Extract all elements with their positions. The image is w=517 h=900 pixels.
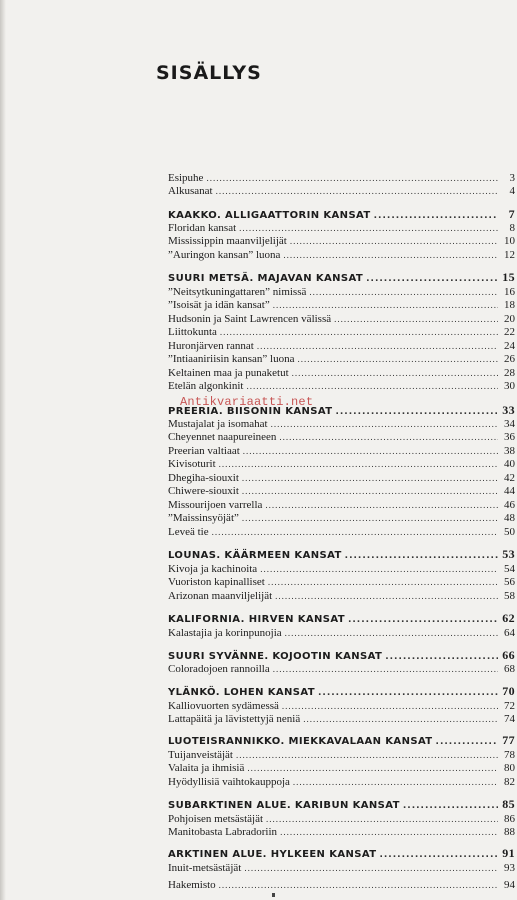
- dot-leader: [268, 576, 498, 589]
- toc-section-heading: [168, 798, 515, 812]
- toc-page-number: 94: [504, 879, 515, 891]
- toc-page-number: 53: [502, 547, 515, 561]
- toc-entry: [168, 590, 515, 603]
- dot-leader: [366, 273, 498, 286]
- dot-leader: [279, 431, 498, 444]
- dot-leader: [282, 700, 498, 713]
- dot-leader: [216, 185, 498, 198]
- toc-page-number: 86: [504, 813, 515, 825]
- toc-title: Liittokunta: [168, 326, 217, 338]
- dot-leader: [242, 472, 498, 485]
- toc-title: Kalastajia ja korinpunojia: [168, 627, 282, 639]
- toc-entry: [168, 512, 515, 525]
- toc-entry: [168, 172, 515, 185]
- toc-entry: [168, 235, 515, 248]
- toc-title: Keltainen maa ja punaketut: [168, 367, 289, 379]
- toc-title: KALIFORNIA. HIRVEN KANSAT: [168, 614, 345, 625]
- toc-title: Hudsonin ja Saint Lawrencen välissä: [168, 313, 332, 325]
- toc-entry: [168, 813, 515, 826]
- toc-title: SUURI METSÄ. MAJAVAN KANSAT: [168, 273, 364, 284]
- toc-entry: [168, 749, 515, 762]
- toc-page-number: 88: [504, 826, 515, 838]
- toc-page-number: 38: [504, 445, 515, 457]
- toc-title: Kalliovuorten sydämessä: [168, 700, 279, 712]
- dot-leader: [403, 800, 498, 813]
- toc-title: Kivisoturit: [168, 458, 216, 470]
- toc-entry: [168, 879, 515, 892]
- dot-leader: [244, 862, 498, 875]
- dot-leader: [220, 326, 498, 339]
- toc-title: Alkusanat: [168, 185, 213, 197]
- toc-title: Preerian valtiaat: [168, 445, 240, 457]
- toc-page-number: 85: [502, 797, 515, 811]
- toc-entry: [168, 286, 515, 299]
- toc-title: ”Intiaaniriisin kansan” luona: [168, 353, 295, 365]
- toc-page-number: 72: [504, 700, 515, 712]
- toc-title: Vuoriston kapinalliset: [168, 576, 265, 588]
- toc-page-number: 70: [502, 684, 515, 698]
- toc-page-number: 36: [504, 431, 515, 443]
- toc-entry: [168, 713, 515, 726]
- toc-entry: [168, 340, 515, 353]
- toc-page-number: 15: [502, 270, 515, 284]
- toc-page-number: 80: [504, 762, 515, 774]
- toc-entry: [168, 313, 515, 326]
- dot-leader: [297, 353, 498, 366]
- toc-title: Mustajalat ja isomahat: [168, 418, 268, 430]
- toc-page-number: 7: [508, 207, 515, 221]
- toc-entry: [168, 249, 515, 262]
- toc-title: Arizonan maanviljelijät: [168, 590, 273, 602]
- watermark: Antikvariaatti.net: [180, 395, 314, 409]
- dot-leader: [318, 687, 498, 700]
- toc-page-number: 26: [504, 353, 515, 365]
- toc-page-number: 40: [504, 458, 515, 470]
- toc-title: Mississippin maanviljelijät: [168, 235, 287, 247]
- toc-entry: [168, 326, 515, 339]
- toc-title: Lattapäitä ja lävistettyjä neniä: [168, 713, 301, 725]
- toc-page-number: 58: [504, 590, 515, 602]
- toc-page-number: 10: [504, 235, 515, 247]
- toc-title: ARKTINEN ALUE. HYLKEEN KANSAT: [168, 849, 377, 860]
- toc-title: LOUNAS. KÄÄRMEEN KANSAT: [168, 550, 342, 561]
- toc-page-number: 28: [504, 367, 515, 379]
- print-speck: [272, 893, 275, 897]
- toc-title: SUBARKTINEN ALUE. KARIBUN KANSAT: [168, 800, 400, 811]
- toc-entry: [168, 563, 515, 576]
- toc-entry: [168, 418, 515, 431]
- toc-page-number: 42: [504, 472, 515, 484]
- toc-entry: [168, 862, 515, 875]
- toc-title: Kivoja ja kachinoita: [168, 563, 258, 575]
- toc-page-number: 50: [504, 526, 515, 538]
- toc-entry: [168, 431, 515, 444]
- toc-title: ”Auringon kansan” luona: [168, 249, 281, 261]
- toc-title: LUOTEISRANNIKKO. MIEKKAVALAAN KANSAT: [168, 736, 433, 747]
- toc-page-number: 24: [504, 340, 515, 352]
- toc-page-number: 34: [504, 418, 515, 430]
- dot-leader: [266, 813, 498, 826]
- dot-leader: [271, 418, 498, 431]
- dot-leader: [246, 380, 498, 393]
- dot-leader: [293, 776, 498, 789]
- toc-title: Huronjärven rannat: [168, 340, 254, 352]
- toc-title: Dhegiha-siouxit: [168, 472, 239, 484]
- toc-page-number: 62: [502, 611, 515, 625]
- toc-page-number: 68: [504, 663, 515, 675]
- toc-title: YLÄNKÖ. LOHEN KANSAT: [168, 687, 315, 698]
- toc-title: Floridan kansat: [168, 222, 237, 234]
- toc-page-number: 66: [502, 648, 515, 662]
- toc-title: Pohjoisen metsästäjät: [168, 813, 264, 825]
- toc-page-number: 33: [502, 403, 515, 417]
- toc-section-heading: [168, 734, 515, 748]
- toc-title: Cheyennet naapureineen: [168, 431, 277, 443]
- toc-title: Chiwere-siouxit: [168, 485, 239, 497]
- dot-leader: [206, 172, 498, 185]
- toc-entry: [168, 445, 515, 458]
- toc-page-number: 20: [504, 313, 515, 325]
- toc-title: Inuit-metsästäjät: [168, 862, 242, 874]
- toc-title: Coloradojoen rannoilla: [168, 663, 270, 675]
- dot-leader: [280, 826, 498, 839]
- toc-page-number: 77: [502, 733, 515, 747]
- toc-title: Leveä tie: [168, 526, 209, 538]
- toc-title: SUURI SYVÄNNE. KOJOOTIN KANSAT: [168, 651, 383, 662]
- toc-page-number: 56: [504, 576, 515, 588]
- dot-leader: [236, 749, 498, 762]
- toc-entry: [168, 222, 515, 235]
- toc-page-number: 30: [504, 380, 515, 392]
- toc-entry: [168, 472, 515, 485]
- dot-leader: [303, 713, 498, 726]
- toc-page-number: 8: [509, 222, 515, 234]
- toc-entry: [168, 485, 515, 498]
- toc-entry: [168, 700, 515, 713]
- dot-leader: [292, 367, 498, 380]
- toc-page-number: 74: [504, 713, 515, 725]
- dot-leader: [285, 627, 498, 640]
- toc-title: Valaita ja ihmisiä: [168, 762, 245, 774]
- toc-entry: [168, 776, 515, 789]
- dot-leader: [242, 485, 498, 498]
- toc-title: ”Neitsytkuningattaren” nimissä: [168, 286, 307, 298]
- toc-page-number: 54: [504, 563, 515, 575]
- toc-page-number: 82: [504, 776, 515, 788]
- toc-page-number: 93: [504, 862, 515, 874]
- toc-entry: [168, 185, 515, 198]
- dot-leader: [247, 762, 498, 775]
- toc-title: PREERIA. BIISONIN KANSAT: [168, 406, 333, 417]
- dot-leader: [219, 879, 498, 892]
- toc-title: ”Maissinsyöjät”: [168, 512, 239, 524]
- toc-page-number: 64: [504, 627, 515, 639]
- dot-leader: [242, 512, 498, 525]
- toc-page-number: 44: [504, 485, 515, 497]
- toc-entry: [168, 299, 515, 312]
- toc-entry: [168, 663, 515, 676]
- dot-leader: [334, 313, 498, 326]
- toc-entry: [168, 526, 515, 539]
- dot-leader: [379, 849, 498, 862]
- toc-entry: [168, 576, 515, 589]
- dot-leader: [275, 590, 498, 603]
- dot-leader: [260, 563, 498, 576]
- dot-leader: [309, 286, 498, 299]
- toc-title: Missourijoen varrella: [168, 499, 263, 511]
- dot-leader: [290, 235, 498, 248]
- toc-entry: [168, 458, 515, 471]
- toc-page-number: 16: [504, 286, 515, 298]
- toc-title: Etelän algonkinit: [168, 380, 244, 392]
- toc-page-number: 46: [504, 499, 515, 511]
- dot-leader: [257, 340, 498, 353]
- toc-page-number: 22: [504, 326, 515, 338]
- page-title: SISÄLLYS: [156, 62, 262, 84]
- dot-leader: [219, 458, 498, 471]
- toc-entry: [168, 380, 515, 393]
- toc-page-number: 91: [502, 846, 515, 860]
- toc-page-number: 18: [504, 299, 515, 311]
- toc-title: Tuijanveistäjät: [168, 749, 233, 761]
- toc-section-heading: [168, 208, 515, 222]
- toc-section-heading: [168, 847, 515, 861]
- toc-title: Hakemisto: [168, 879, 216, 891]
- dot-leader: [212, 526, 498, 539]
- toc-page-number: 78: [504, 749, 515, 761]
- toc-entry: [168, 762, 515, 775]
- toc-section-heading: [168, 649, 515, 663]
- dot-leader: [283, 249, 498, 262]
- dot-leader: [273, 663, 498, 676]
- toc-title: Hyödyllisiä vaihtokauppoja: [168, 776, 290, 788]
- toc-section-heading: [168, 685, 515, 699]
- toc-page-number: 3: [509, 172, 515, 184]
- toc-section-heading: [168, 612, 515, 626]
- toc-title: KAAKKO. ALLIGAATTORIN KANSAT: [168, 210, 371, 221]
- dot-leader: [273, 299, 498, 312]
- toc-page-number: 48: [504, 512, 515, 524]
- toc-title: ”Isoisät ja idän kansat”: [168, 299, 270, 311]
- toc-entry: [168, 499, 515, 512]
- toc-section-heading: [168, 271, 515, 285]
- dot-leader: [436, 736, 498, 749]
- toc-entry: [168, 367, 515, 380]
- toc-page-number: 4: [509, 185, 515, 197]
- dot-leader: [239, 222, 498, 235]
- page-edge-shadow: [0, 0, 6, 900]
- toc-entry: [168, 826, 515, 839]
- toc-section-heading: [168, 548, 515, 562]
- toc-entry: [168, 353, 515, 366]
- dot-leader: [345, 550, 498, 563]
- dot-leader: [265, 499, 498, 512]
- toc-title: Esipuhe: [168, 172, 204, 184]
- dot-leader: [348, 614, 498, 627]
- toc-entry: [168, 627, 515, 640]
- toc-title: Manitobasta Labradoriin: [168, 826, 278, 838]
- toc-page-number: 12: [504, 249, 515, 261]
- dot-leader: [243, 445, 498, 458]
